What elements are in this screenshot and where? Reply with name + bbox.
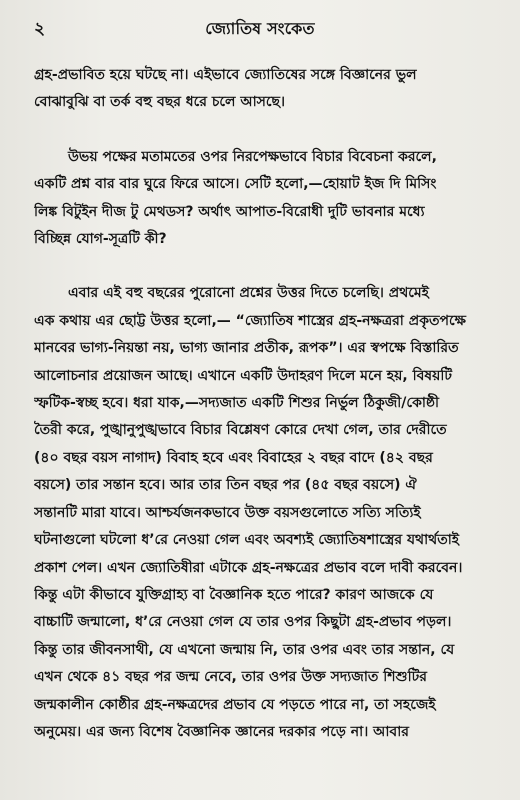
text-line: প্রকাশ পেল। এখন জ্যোতিষীরা এটাকে গ্রহ-নক্ষত্রের প্রভাব বলে দাবী করবেন। bbox=[34, 559, 463, 576]
text-line: বিচ্ছিন্ন যোগ-সূত্রটি কী? bbox=[34, 231, 167, 248]
text-line: মানবের ভাগ্য-নিয়ন্তা নয়, ভাগ্য জানার প্রতীক, রূপক”। এর স্বপক্ষে বিস্তারিত bbox=[34, 340, 459, 357]
text-line: জন্মকালীন কোষ্ঠীর গ্রহ-নক্ষত্রদের প্রভাব যে পড়তে পারে না, তা সহজেই bbox=[34, 696, 436, 713]
body-text bbox=[34, 62, 496, 746]
text-line: কিন্তু এটা কীভাবে যুক্তিগ্রাহ্য বা বৈজ্ঞানিক হতে পারে? কারণ আজকে যে bbox=[34, 586, 434, 603]
paragraph-1 bbox=[34, 62, 496, 117]
paragraph-gap bbox=[34, 117, 496, 144]
text-line: তৈরী করে, পুঙ্খানুপুঙ্খভাবে বিচার বিশ্লেষণ কোরে দেখা গেল, তার দেরীতে bbox=[34, 422, 447, 439]
text-line: একটি প্রশ্ন বার বার ঘুরে ফিরে আসে। সেটি হলো,—হোয়াট ইজ দি মিসিং bbox=[34, 176, 437, 193]
text-line: (৪০ বছর বয়স নাগাদ) বিবাহ হবে এবং বিবাহের ২ বছর বাদে (৪২ বছর bbox=[34, 449, 433, 466]
text-line: লিঙ্ক বিটুইন দীজ টু মেথডস? অর্থাৎ আপাত-বিরোধী দুটি ভাবনার মধ্যে bbox=[34, 203, 425, 220]
text-line: গ্রহ-প্রভাবিত হয়ে ঘটছে না। এইভাবে জ্যোতিষের সঙ্গে বিজ্ঞানের ভুল bbox=[34, 67, 417, 83]
text-line: বোঝাবুঝি বা তর্ক বহু বছর ধরে চলে আসছে। bbox=[34, 94, 286, 111]
text-line: অনুমেয়। এর জন্য বিশেষ বৈজ্ঞানিক জ্ঞানের দরকার পড়ে না। আবার bbox=[34, 723, 409, 740]
text-line: এক কথায় এর ছোট্ট উত্তর হলো,— “জ্যোতিষ শাস্ত্রের গ্রহ-নক্ষত্ররা প্রকৃতপক্ষে bbox=[34, 312, 466, 329]
paragraph-3 bbox=[34, 280, 496, 746]
running-title: জ্যোতিষ সংকেত bbox=[205, 19, 315, 38]
text-line: সন্তানটি মারা যাবে। আশ্চর্যজনকভাবে উক্ত বয়সগুলোতে সত্যি সত্যিই bbox=[34, 504, 421, 521]
text-line: বয়সে) তার সন্তান হবে। আর তার তিন বছর পর (৪৫ বছর বয়সে) ঐ bbox=[34, 477, 417, 494]
text-line: এবার এই বহু বছরের পুরোনো প্রশ্নের উত্তর দিতে চলেছি। প্রথমেই bbox=[68, 285, 429, 302]
text-line: এখন থেকে ৪১ বছর পর জন্ম নেবে, তার ওপর উক্ত সদ্যজাত শিশুটির bbox=[34, 669, 427, 686]
text-line: কিন্তু তার জীবনসাথী, যে এখনো জন্মায় নি, তার ওপর এবং তার সন্তান, যে bbox=[34, 641, 455, 658]
page-number: ২ bbox=[34, 19, 46, 39]
text-line: ঘটনাগুলো ঘটলো ধ’রে নেওয়া গেল এবং অবশ্যই জ্যোতিষশাস্ত্রের যথার্থতাই bbox=[34, 532, 460, 549]
paragraph-gap bbox=[34, 253, 496, 280]
text-line: আলোচনার প্রয়োজন আছে। এখানে একটি উদাহরণ দিলে মনে হয়, বিষয়টি bbox=[34, 367, 452, 384]
text-line: স্ফটিক-স্বচ্ছ হবে। ধরা যাক,—সদ্যজাত একটি শিশুর নির্ভুল ঠিকুজী/কোষ্ঠী bbox=[34, 395, 440, 412]
paragraph-2 bbox=[34, 144, 496, 254]
text-line: উভয় পক্ষের মতামতের ওপর নিরপেক্ষভাবে বিচার বিবেচনা করলে, bbox=[68, 148, 437, 165]
text-line: বাচ্চাটি জন্মালো, ধ’রে নেওয়া গেল যে তার ওপর কিছুটা গ্রহ-প্রভাব পড়ল। bbox=[34, 614, 452, 631]
